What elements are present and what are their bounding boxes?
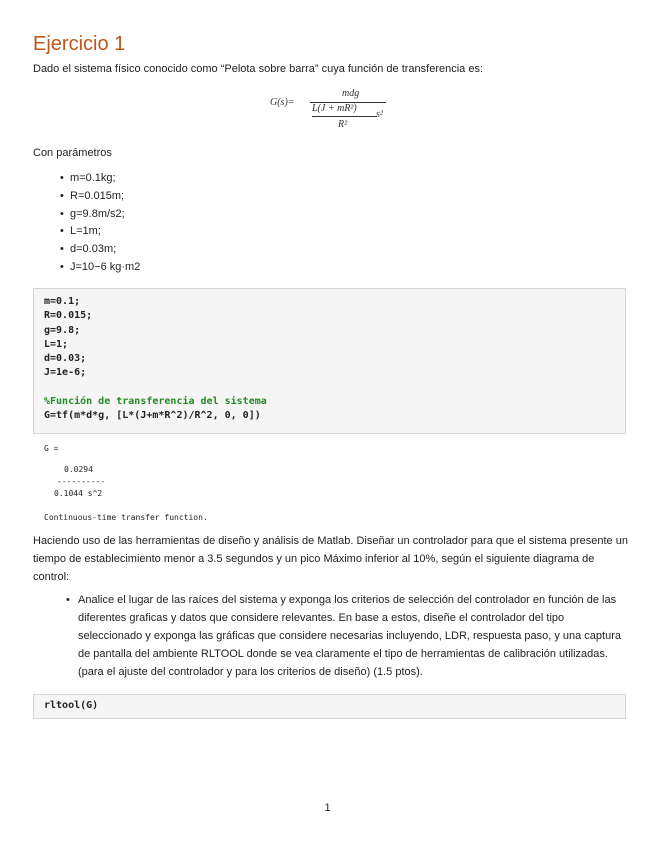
page-number: 1 <box>324 802 331 814</box>
list-item: • R=0.015m; <box>60 188 140 206</box>
code-line: R=0.015; <box>44 310 93 322</box>
output-denominator: 0.1044 s^2 <box>54 489 103 498</box>
code-line: L=1; <box>44 338 69 350</box>
list-item: • d=0.03m; <box>60 241 140 259</box>
formula-inner-bar <box>312 116 377 117</box>
code-line: d=0.03; <box>44 353 87 365</box>
list-item: • J=10−6 kg·m2 <box>60 259 140 277</box>
list-item: • m=0.1kg; <box>60 170 140 188</box>
output-fraction-bar: ---------- <box>57 477 106 486</box>
code-comment: %Función de transferencia del sistema <box>44 396 267 408</box>
intro-text: Dado el sistema físico conocido como “Pelota sobre barra” cuya función de transferencia es: <box>33 63 484 75</box>
design-paragraph: Haciendo uso de las herramientas de diseño y análisis de Matlab. Diseñar un controlador para que el sistema presente un tiempo de establecimiento menor a 3.5 segundos y un pico Máximo inferior al 10%, según el siguiente diagrama de control: <box>33 535 628 583</box>
code-block-1[interactable] <box>33 288 626 434</box>
code-line: rltool(G) <box>44 700 99 711</box>
formula-lhs: G(s)= <box>270 97 295 108</box>
code-line: G=tf(m*d*g, [L*(J+m*R^2)/R^2, 0, 0]) <box>44 410 261 422</box>
list-item: • g=9.8m/s2; <box>60 206 140 224</box>
list-item: • Analice el lugar de las raíces del sistema y exponga los criterios de selección del controlador en función de las diferentes graficas y datos que considere relevantes. En base a estos, diseñe el controlador del tipo seleccionado y exponga las gráficas que considere necesarias incluyendo, LDR, respuesta paso, y una captura de pantalla del ambiente RLTOOL donde se vea claramente el tipo de herramientas de calibración utilizadas. (para el ajuste del controlador y para los criterios de diseño) (1.5 ptos). <box>66 591 626 681</box>
task-list <box>66 591 626 681</box>
formula-s-squared: s² <box>376 109 383 120</box>
formula-denominator: L(J + mR²) <box>312 103 357 114</box>
list-item: • L=1m; <box>60 223 140 241</box>
formula-r-squared: R² <box>338 119 348 130</box>
code-line: J=1e-6; <box>44 367 87 379</box>
transfer-function-formula <box>270 88 400 138</box>
code-line: m=0.1; <box>44 296 81 307</box>
params-heading: Con parámetros <box>33 147 112 159</box>
page-title: Ejercicio 1 <box>33 33 126 55</box>
output-label: G = <box>44 444 59 453</box>
code-line: g=9.8; <box>44 324 81 336</box>
output-note: Continuous-time transfer function. <box>44 513 208 522</box>
formula-numerator: mdg <box>342 88 360 99</box>
code-block-2[interactable] <box>33 694 626 719</box>
code-line <box>34 381 625 395</box>
output-numerator: 0.0294 <box>64 465 93 474</box>
params-list <box>60 170 140 277</box>
